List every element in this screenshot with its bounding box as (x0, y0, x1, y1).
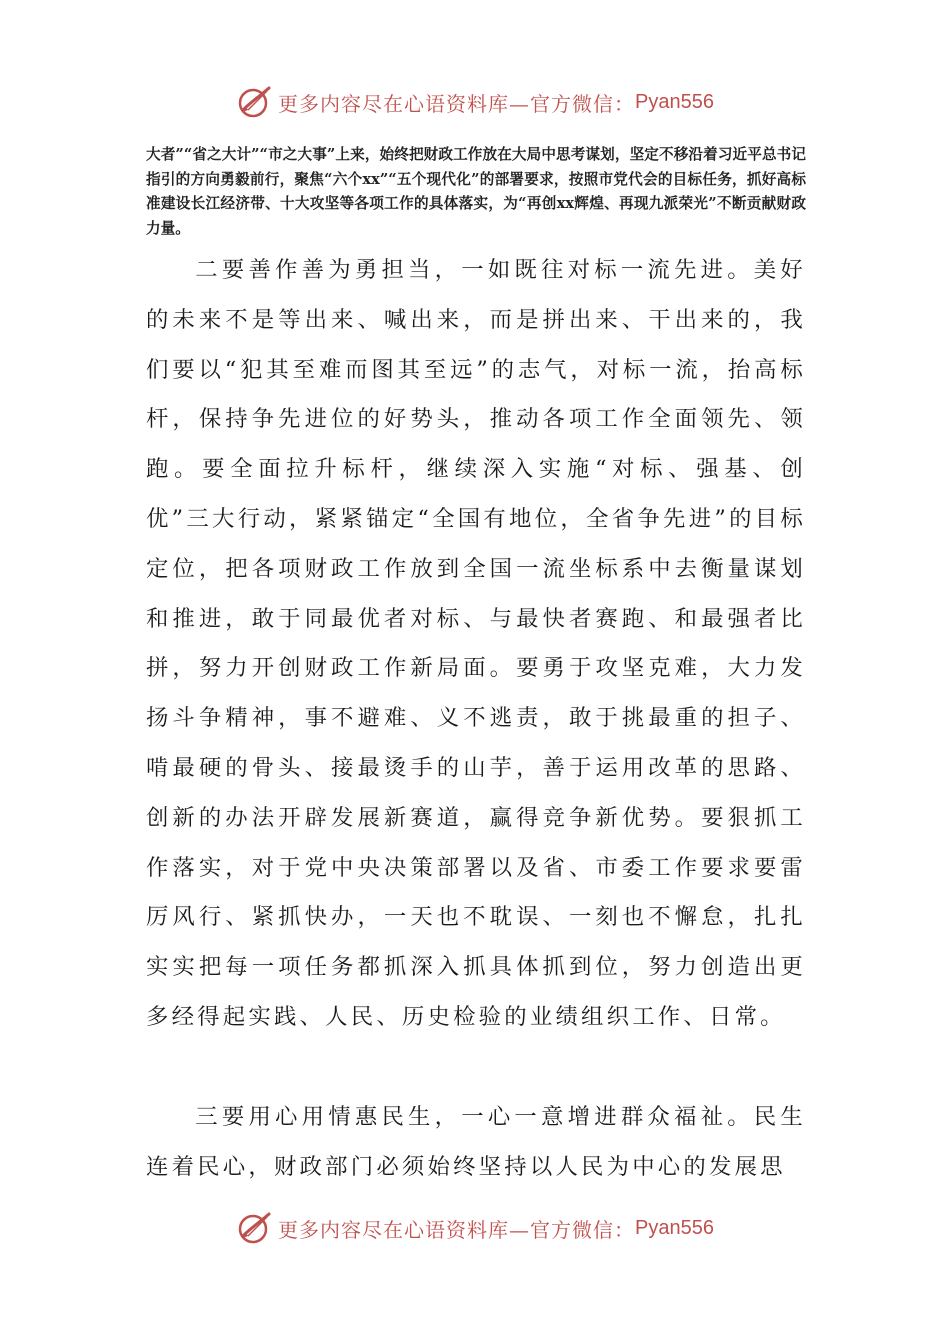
footer-watermark (0, 1208, 950, 1248)
watermark-wechat-id: Pyan556 (635, 90, 714, 113)
watermark-text: 更多内容尽在心语资料库—官方微信： (278, 91, 636, 116)
body-paragraph-3: 三要用心用情惠民生，一心一意增进群众福祉。民生连着民心，财政部门必须始终坚持以人民为中心的发展思 (146, 1104, 806, 1180)
pen-logo-icon (236, 83, 274, 121)
body-paragraph-2: 二要善作善为勇担当，一如既往对标一流先进。美好的未来不是等出来、喊出来，而是拼出来、干出来的，我们要以“犯其至难而图其至远”的志气，对标一流，抬高标杆，保持争先进位的好势头，推动各项工作全面领先、领跑。要全面拉升标杆，继续深入实施“对标、强基、创优”三大行动，紧紧锚定“全国有地位，全省争先进”的目标定位，把各项财政工作放到全国一流坐标系中去衡量谋划和推进，敢于同最优者对标、与最快者赛跑、和最强者比拼，努力开创财政工作新局面。要勇于攻坚克难，大力发扬斗争精神，事不避难、义不逃责，敢于挑最重的担子、啃最硬的骨头、接最烫手的山芋，善于运用改革的思路、创新的办法开辟发展新赛道，赢得竞争新优势。要狠抓工作落实，对于党中央决策部署以及省、市委工作要求要雷厉风行、紧抓快办，一天也不耽误、一刻也不懈怠，扎扎实实把每一项任务都抓深入抓具体抓到位，努力创造出更多经得起实践、人民、历史检验的业绩组织工作、日常。 (146, 257, 806, 1030)
watermark-wechat-id: Pyan556 (635, 1216, 714, 1239)
pen-logo-icon (236, 1209, 274, 1247)
intro-paragraph: 大者”“省之大计”“市之大事”上来，始终把财政工作放在大局中思考谋划，坚定不移沿着习近平总书记指引的方向勇毅前行，聚焦“六个xx”“五个现代化”的部署要求，按照市党代会的目标任务，抓好高标准建设长江经济带、十大攻坚等各项工作的具体落实，为“再创xx辉煌、再现九派荣光”不断贡献财政力量。 (146, 146, 806, 237)
watermark-text: 更多内容尽在心语资料库—官方微信： (278, 1217, 636, 1242)
header-watermark (0, 82, 950, 122)
